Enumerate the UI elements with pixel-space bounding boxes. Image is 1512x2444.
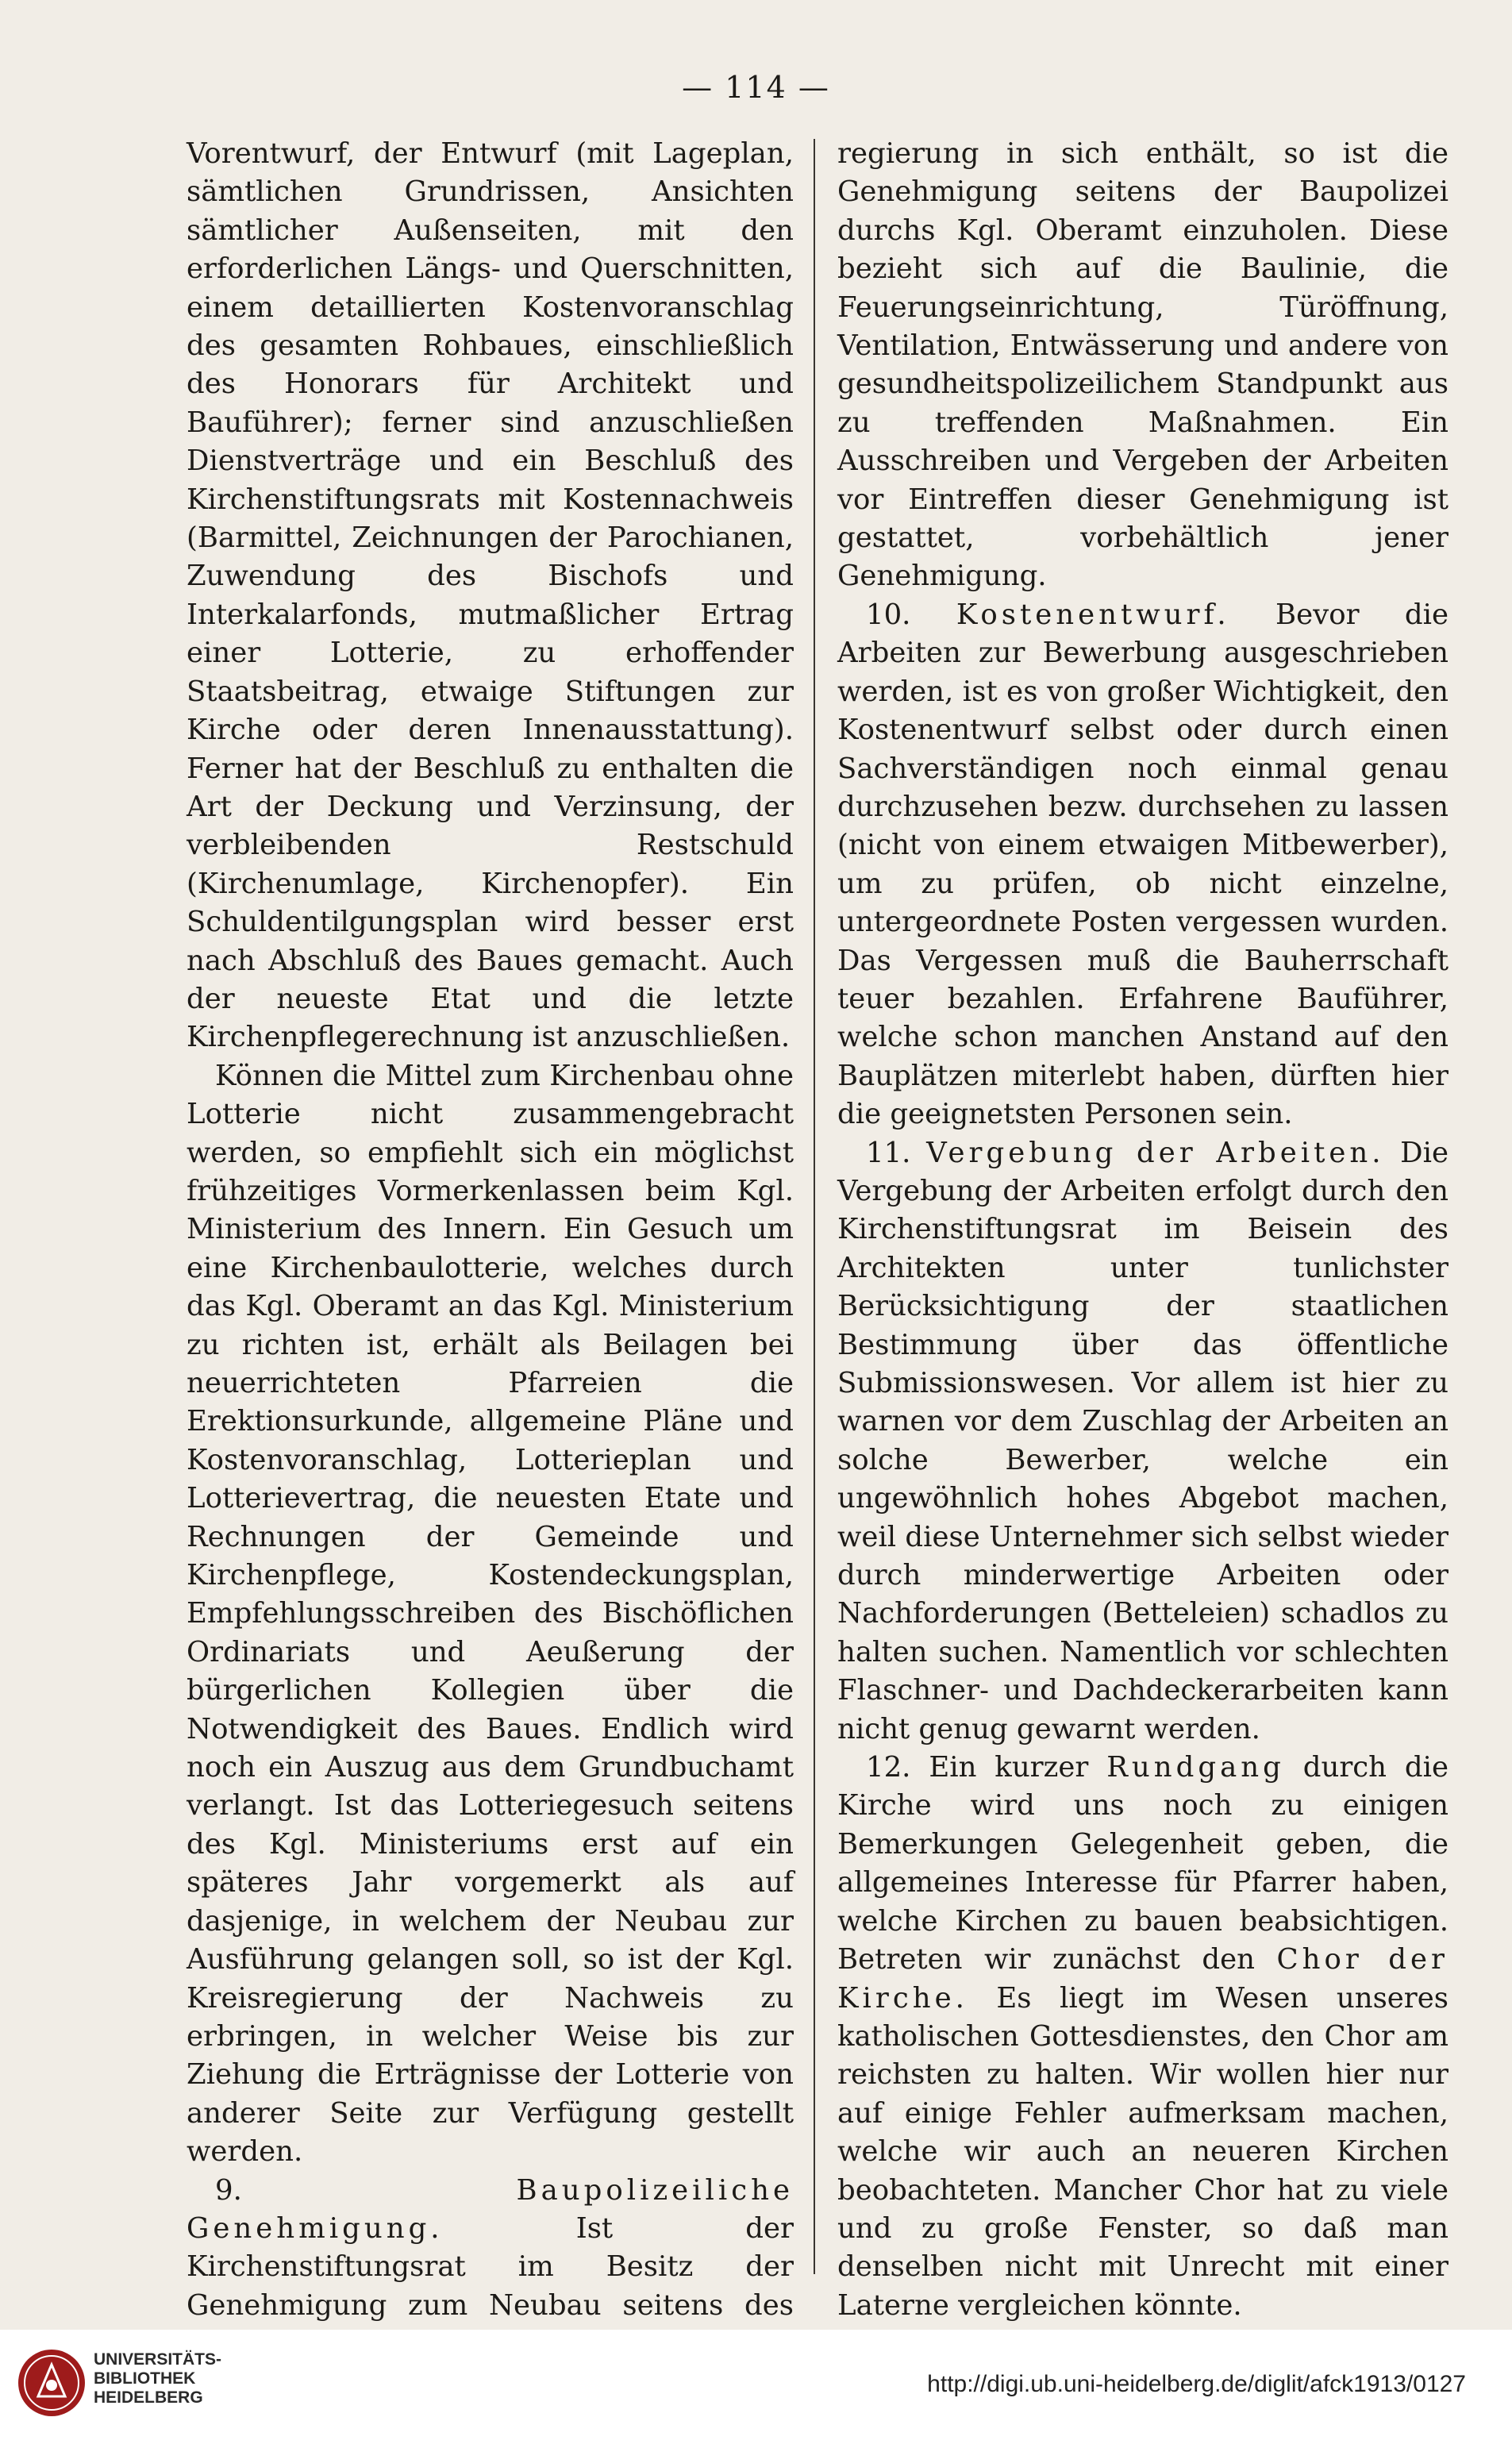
section-12 bbox=[837, 1749, 1449, 2325]
section-heading: Vergebung der Arbeiten. bbox=[926, 1136, 1385, 1169]
library-name-line: UNIVERSITÄTS- bbox=[94, 2350, 222, 2369]
section-text: Bevor die Arbeiten zur Bewerbung ausgeschrieben werden, ist es von großer Wichtigkeit, den Kostenentwurf selbst oder durch einen Sachverständigen noch einmal genau durchzusehen bezw. durchsehen zu lassen (nicht von einem etwaigen Mitbewerber), um zu prüfen, ob nicht einzelne, untergeordnete Posten vergessen wurden. Das Vergessen muß die Bauherrschaft teuer bezahlen. Erfahrene Bauführer, welche schon manchen Anstand auf den Bauplätzen miterlebt haben, dürften hier die geeignetsten Personen sein. bbox=[837, 598, 1449, 1131]
section-text: Ist der Kirchenstiftungsrat im Besitz der Genehmigung zum Neubau seitens des bbox=[187, 2211, 794, 2322]
section-text: Ein kurzer bbox=[929, 1751, 1089, 1784]
section-number: 9. bbox=[215, 2173, 242, 2207]
section-number: 12. bbox=[866, 1751, 911, 1784]
section-number: 10. bbox=[866, 598, 911, 631]
section-number: 11. bbox=[866, 1136, 911, 1169]
section-heading: Kostenentwurf. bbox=[956, 598, 1230, 631]
section-text: Es liegt im Wesen unseres katholischen Gottesdienstes, den Chor am reichsten zu halten. Wir wollen hier nur auf einige Fehler aufmerksam machen, welche wir auch an neueren Kirchen beobachteten. Mancher Chor hat zu viele und zu große Fenster, so daß man denselben nicht mit Unrecht mit einer Laterne vergleichen könnte. bbox=[837, 1981, 1449, 2322]
library-name bbox=[94, 2350, 221, 2407]
right-column bbox=[837, 135, 1449, 2325]
column-divider bbox=[814, 139, 815, 2274]
section-text: durch die Kirche wird uns noch zu einigen Bemerkungen Gelegenheit geben, die allgemeines Interesse für Pfarrer haben, welche Kirchen zu bauen beabsichtigen. Betreten wir zunächst den bbox=[837, 1751, 1449, 1976]
source-url-link[interactable]: http://digi.ub.uni-heidelberg.de/diglit/afck1913/0127 bbox=[927, 2371, 1466, 2397]
page-number: — 114 — bbox=[682, 70, 830, 105]
section-10 bbox=[837, 596, 1449, 1134]
paragraph: Vorentwurf, der Entwurf (mit Lageplan, sämtlichen Grundrissen, Ansichten sämtlicher Außenseiten, mit den erforderlichen Längs- und Querschnitten, einem detaillierten Kostenvoranschlag des gesamten Rohbaues, einschließlich des Honorars für Architekt und Bauführer); ferner sind anzuschließen Dienstverträge und ein Beschluß des Kirchenstiftungsrats mit Kostennachweis (Barmittel, Zeichnungen der Parochianen, Zuwendung des Bischofs und Interkalarfonds, mutmaßlicher Ertrag einer Lotterie, zu erhoffender Staatsbeitrag, etwaige Stiftungen zur Kirche oder deren Innenausstattung). Ferner hat der Beschluß zu enthalten die Art der Deckung und Verzinsung, der verbleibenden Restschuld (Kirchenumlage, Kirchenopfer). Ein Schuldentilgungsplan wird besser erst nach Abschluß des Baues gemacht. Auch der neueste Etat und die letzte Kirchenpflegerechnung ist anzuschließen. bbox=[187, 137, 794, 1054]
section-text: Die Vergebung der Arbeiten erfolgt durch den Kirchenstiftungsrat im Beisein des Architekten unter tunlichster Berücksichtigung der staatlichen Bestimmung über das öffentliche Submissionswesen. Vor allem ist hier zu warnen vor dem Zuschlag der Arbeiten an solche Bewerber, welche ein ungewöhnlich hohes Abgebot machen, weil diese Unternehmer sich selbst wieder durch minderwertige Arbeiten oder Nachforderungen (Betteleien) schadlos zu halten suchen. Namentlich vor schlechten Flaschner- und Dachdeckerarbeiten kann nicht genug gewarnt werden. bbox=[837, 1136, 1449, 1745]
paragraph: regierung in sich enthält, so ist die Genehmigung seitens der Baupolizei durchs Kgl. Oberamt einzuholen. Diese bezieht sich auf die Baulinie, die Feuerungseinrichtung, Türöffnung, Ventilation, Entwässerung und andere von gesundheitspolizeilichem Standpunkt aus zu treffenden Maßnahmen. Ein Ausschreiben und Vergeben der Arbeiten vor Eintreffen dieser Genehmigung ist gestattet, vorbehältlich jener Genehmigung. bbox=[837, 137, 1449, 593]
section-heading: Rundgang bbox=[1106, 1751, 1285, 1784]
footer bbox=[0, 2330, 1512, 2444]
section-11 bbox=[837, 1134, 1449, 1749]
university-seal-icon bbox=[16, 2347, 87, 2419]
library-name-line: BIBLIOTHEK bbox=[94, 2369, 196, 2388]
emphasis-chor: Chor der Kirche. bbox=[837, 1943, 1449, 2015]
paragraph: Können die Mittel zum Kirchenbau ohne Lotterie nicht zusammengebracht werden, so empfiehlt sich ein möglichst frühzeitiges Vormerkenlassen beim Kgl. Ministerium des Innern. Ein Gesuch um eine Kirchenbaulotterie, welches durch das Kgl. Oberamt an das Kgl. Ministerium zu richten ist, erhält als Beilagen bei neuerrichteten Pfarreien die Erektionsurkunde, allgemeine Pläne und Kostenvoranschlag, Lotterieplan und Lotterievertrag, die neuesten Etate und Rechnungen der Gemeinde und Kirchenpflege, Kostendeckungsplan, Empfehlungsschreiben des Bischöflichen Ordinariats und Aeußerung der bürgerlichen Kollegien über die Notwendigkeit des Baues. Endlich wird noch ein Auszug aus dem Grundbuchamt verlangt. Ist das Lotteriegesuch seitens des Kgl. Ministeriums erst auf ein späteres Jahr vorgemerkt als auf dasjenige, in welchem der Neubau zur Ausführung gelangen soll, so ist der Kgl. Kreisregierung der Nachweis zu erbringen, in welcher Weise bis zur Ziehung die Erträgnisse der Lotterie von anderer Seite zur Verfügung gestellt werden. bbox=[187, 1059, 794, 2169]
section-heading: Baupolizeiliche Genehmigung. bbox=[187, 2173, 794, 2245]
left-column bbox=[187, 135, 794, 2402]
library-name-line: HEIDELBERG bbox=[94, 2388, 203, 2407]
